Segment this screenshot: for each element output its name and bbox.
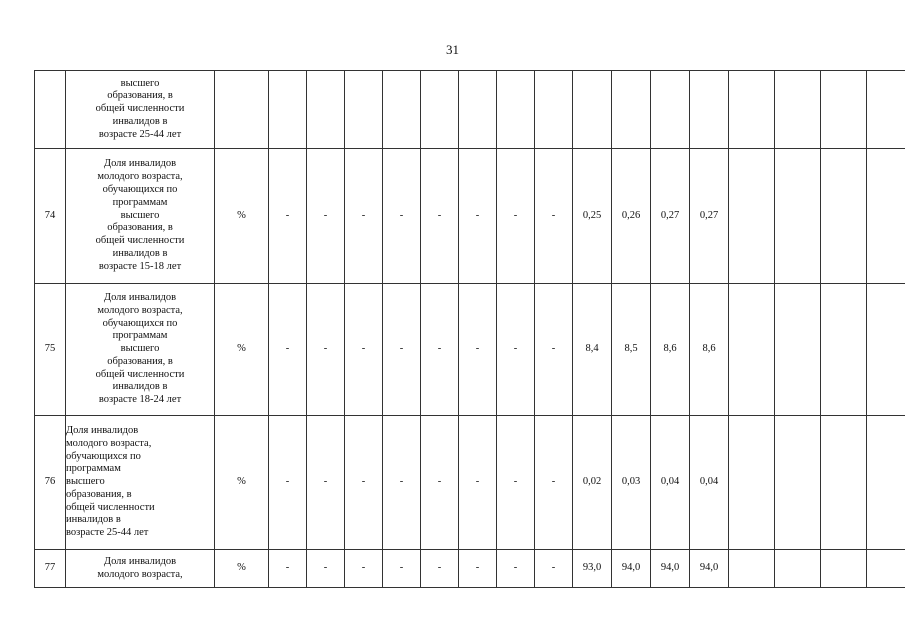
- row-number: 77: [35, 550, 66, 588]
- value-cell: [345, 71, 383, 149]
- value-cell: 94,0: [612, 550, 651, 588]
- indicator-name: Доля инвалидов молодого возраста, обучающихся по программам высшего образования, в общей численности инвалидов в возрасте 15-18 лет: [95, 158, 185, 272]
- table-row: [35, 149, 905, 284]
- row-number: 74: [35, 149, 66, 284]
- value-cell: [729, 284, 775, 416]
- page-number: 31: [446, 42, 459, 57]
- unit-cell: %: [215, 416, 269, 550]
- value-cell: -: [459, 550, 497, 588]
- value-cell: [612, 71, 651, 149]
- value-cell: -: [345, 284, 383, 416]
- value-cell: -: [497, 550, 535, 588]
- value-cell: [867, 284, 905, 416]
- value-cell: [383, 71, 421, 149]
- value-cell: -: [459, 416, 497, 550]
- row-number: 76: [35, 416, 66, 550]
- value-cell: -: [345, 416, 383, 550]
- value-cell: -: [421, 284, 459, 416]
- value-cell: -: [459, 284, 497, 416]
- value-cell: 0,27: [651, 149, 690, 284]
- value-cell: [421, 71, 459, 149]
- table-row: [35, 550, 905, 588]
- unit-cell: %: [215, 149, 269, 284]
- value-cell: [775, 149, 821, 284]
- value-cell: -: [269, 149, 307, 284]
- indicator-name: Доля инвалидов молодого возраста, обучающихся по программам высшего образования, в общей численности инвалидов в возрасте 18-24 лет: [95, 291, 185, 406]
- value-cell: [821, 71, 867, 149]
- value-cell: -: [535, 550, 573, 588]
- value-cell: -: [421, 149, 459, 284]
- unit-cell: %: [215, 550, 269, 588]
- value-cell: [729, 416, 775, 550]
- value-cell: 8,6: [651, 284, 690, 416]
- indicator-name-cell: [66, 71, 215, 149]
- value-cell: [821, 550, 867, 588]
- value-cell: -: [535, 416, 573, 550]
- row-number: [35, 71, 66, 149]
- value-cell: [821, 284, 867, 416]
- value-cell: 0,04: [651, 416, 690, 550]
- value-cell: 8,4: [573, 284, 612, 416]
- value-cell: [867, 71, 905, 149]
- value-cell: -: [345, 149, 383, 284]
- indicator-table: [34, 70, 905, 588]
- value-cell: -: [535, 149, 573, 284]
- value-cell: [269, 71, 307, 149]
- unit-cell: %: [215, 284, 269, 416]
- value-cell: 0,04: [690, 416, 729, 550]
- indicator-name-cell: [66, 416, 215, 550]
- value-cell: -: [307, 149, 345, 284]
- value-cell: -: [383, 149, 421, 284]
- indicator-name: высшего образования, в общей численности инвалидов в возрасте 25-44 лет: [95, 77, 185, 140]
- value-cell: [867, 416, 905, 550]
- value-cell: -: [421, 416, 459, 550]
- value-cell: [775, 71, 821, 149]
- table-row: [35, 284, 905, 416]
- value-cell: [867, 149, 905, 284]
- value-cell: -: [269, 284, 307, 416]
- indicator-name-cell: [66, 284, 215, 416]
- value-cell: -: [269, 550, 307, 588]
- value-cell: [573, 71, 612, 149]
- value-cell: -: [307, 416, 345, 550]
- value-cell: -: [535, 284, 573, 416]
- value-cell: -: [269, 416, 307, 550]
- value-cell: 0,03: [612, 416, 651, 550]
- value-cell: [459, 71, 497, 149]
- value-cell: -: [497, 284, 535, 416]
- unit-cell: [215, 71, 269, 149]
- value-cell: [729, 71, 775, 149]
- value-cell: -: [383, 284, 421, 416]
- value-cell: 8,5: [612, 284, 651, 416]
- value-cell: [535, 71, 573, 149]
- value-cell: 94,0: [690, 550, 729, 588]
- value-cell: -: [383, 416, 421, 550]
- value-cell: [775, 416, 821, 550]
- value-cell: 93,0: [573, 550, 612, 588]
- value-cell: -: [383, 550, 421, 588]
- value-cell: [821, 149, 867, 284]
- value-cell: [307, 71, 345, 149]
- value-cell: [690, 71, 729, 149]
- value-cell: [497, 71, 535, 149]
- value-cell: [729, 550, 775, 588]
- value-cell: -: [345, 550, 383, 588]
- table-row: [35, 416, 905, 550]
- row-number: 75: [35, 284, 66, 416]
- value-cell: -: [459, 149, 497, 284]
- value-cell: 0,27: [690, 149, 729, 284]
- value-cell: [867, 550, 905, 588]
- indicator-name-cell: [66, 149, 215, 284]
- value-cell: -: [421, 550, 459, 588]
- value-cell: [729, 149, 775, 284]
- table-row: [35, 71, 905, 149]
- value-cell: 0,26: [612, 149, 651, 284]
- indicator-name: Доля инвалидов молодого возраста,: [97, 555, 183, 580]
- value-cell: -: [497, 416, 535, 550]
- value-cell: -: [307, 284, 345, 416]
- value-cell: 0,25: [573, 149, 612, 284]
- value-cell: 94,0: [651, 550, 690, 588]
- value-cell: -: [497, 149, 535, 284]
- indicator-name: Доля инвалидов молодого возраста, обучающихся по программам высшего образования, в общей численности инвалидов в возрасте 25-44 лет: [66, 424, 155, 539]
- value-cell: [651, 71, 690, 149]
- value-cell: 8,6: [690, 284, 729, 416]
- value-cell: -: [307, 550, 345, 588]
- value-cell: 0,02: [573, 416, 612, 550]
- value-cell: [775, 550, 821, 588]
- indicator-name-cell: [66, 550, 215, 588]
- value-cell: [821, 416, 867, 550]
- value-cell: [775, 284, 821, 416]
